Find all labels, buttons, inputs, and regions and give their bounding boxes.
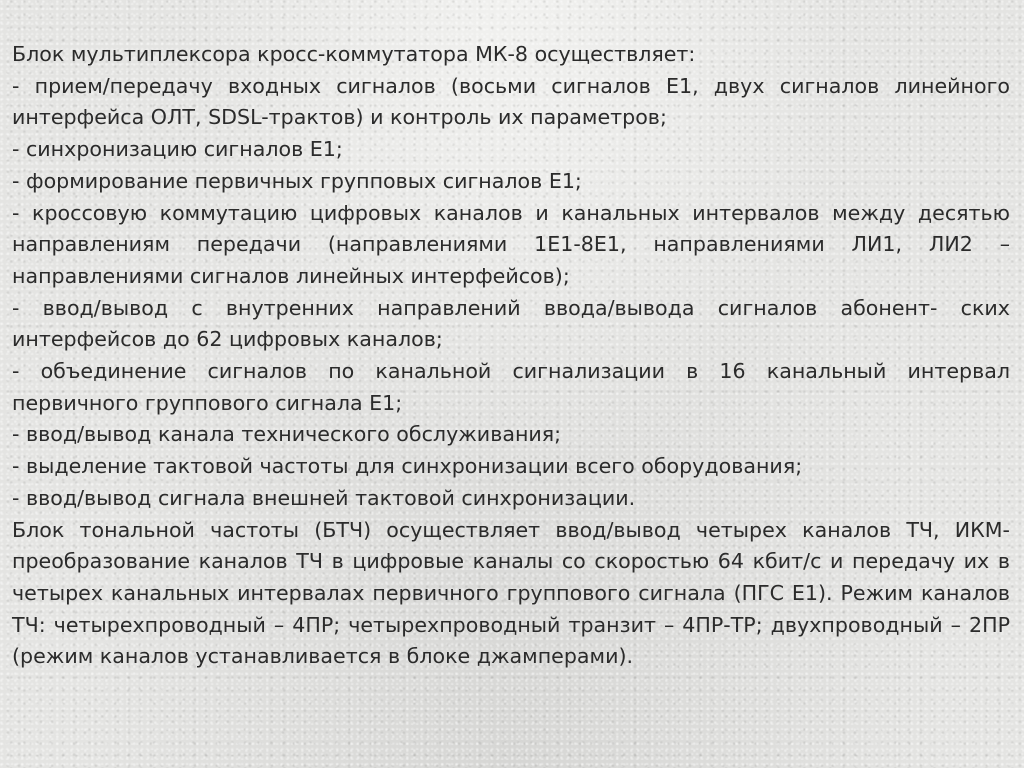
list-item: - ввод/вывод канала технического обслуживания;: [12, 422, 562, 447]
list-item: - кроссовую коммутацию цифровых каналов и канальных интервалов между десятью направлениям передачи (направлениями 1Е1-8Е1, направлениями ЛИ1, ЛИ2 – направлениями сигналов линейных интерфейсов);: [12, 200, 1010, 288]
body-paragraph: Блок тональной частоты (БТЧ) осуществляет ввод/вывод четырех каналов ТЧ, ИКМ-преобразование каналов ТЧ в цифровые каналы со скоростью 64 кбит/с и передачу их в четырех канальных интервалах первичного группового сигнала (ПГС Е1). Режим каналов ТЧ: четырехпроводный – 4ПР; четырехпроводный транзит – 4ПР-ТР; двухпроводный – 2ПР (режим каналов устанавливается в блоке джамперами).: [12, 517, 1010, 669]
list-item: - ввод/вывод с внутренних направлений ввода/вывода сигналов абонент- ских интерфейсов до 62 цифровых каналов;: [12, 295, 1010, 352]
list-item: - ввод/вывод сигнала внешней тактовой синхронизации.: [12, 485, 636, 510]
slide-text-block: [12, 39, 1010, 673]
list-item: - выделение тактовой частоты для синхронизации всего оборудования;: [12, 454, 803, 479]
list-item: - формирование первичных групповых сигналов Е1;: [12, 168, 582, 193]
list-item: - объединение сигналов по канальной сигнализации в 16 канальный интервал первичного группового сигнала Е1;: [12, 359, 1010, 415]
list-item: - прием/передачу входных сигналов (восьми сигналов Е1, двух сигналов линейного интерфейса ОЛТ, SDSL-трактов) и контроль их параметров;: [12, 73, 1010, 130]
list-item: - синхронизацию сигналов Е1;: [12, 137, 343, 162]
intro-line: Блок мультиплексора кросс-коммутатора МК-8 осуществляет:: [12, 42, 696, 66]
